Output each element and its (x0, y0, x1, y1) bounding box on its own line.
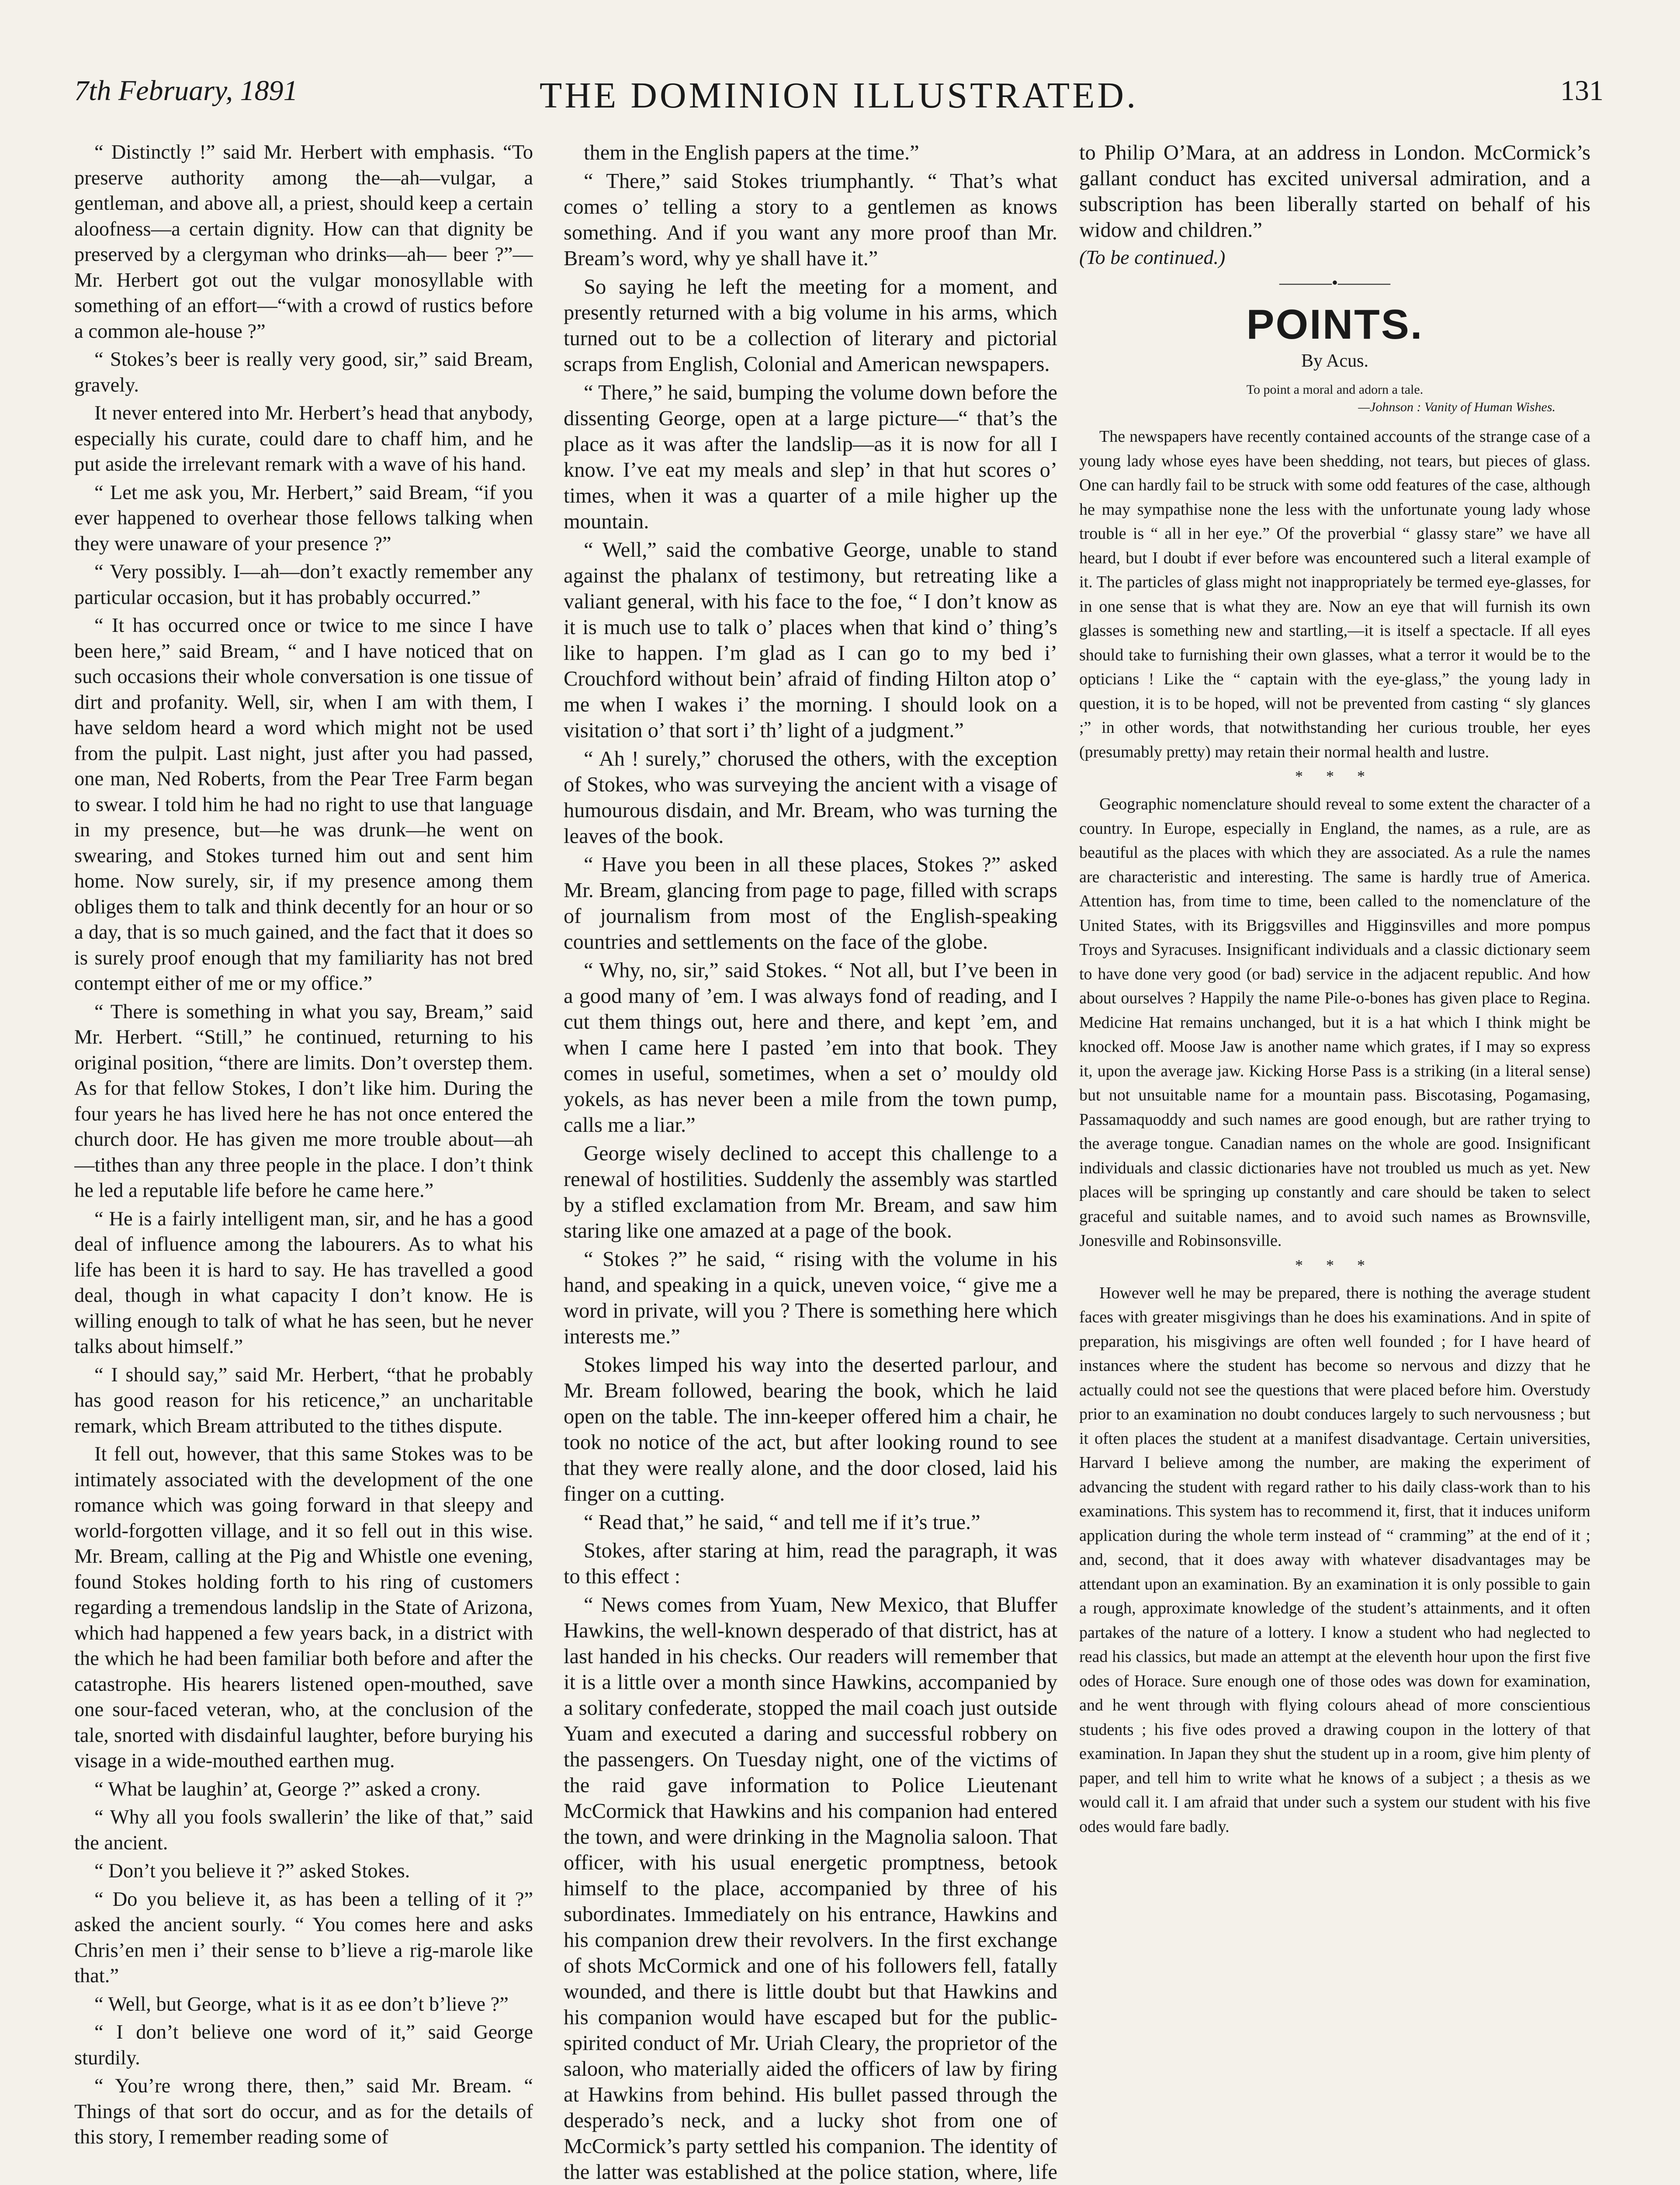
story-paragraph: “ It has occurred once or twice to me since I have been here,” said Bream, “ and I have noticed that on such occasions their whole conversation is one tissue of dirt and profanity. Well, sir, when I am with them, I have seldom heard a word which might not be used from the pulpit. Last night, just after you had passed, one man, Ned Roberts, from the Pear Tree Farm began to swear. I told him he had no right to use that language in my presence, but—he was drunk—he went on swearing, and Stokes turned him out and sent him home. Now surely, sir, if my presence among them obliges them to talk and think decently for an hour or so a day, that is so much gained, and the fact that it does so is surely proof enough that my familiarity has not bred contempt either of me or my office.” (74, 614, 533, 995)
masthead-title: THE DOMINION ILLUSTRATED. (539, 75, 1139, 116)
story-paragraph: “ Well,” said the combative George, unable to stand against the phalanx of testimony, but retreating like a valiant general, with his face to the foe, “ I don’t know as it is much use to talk o’ places when that kind o’ thing’s like to happen. I’m glad as I can go to my bed i’ Crouchford without bein’ afraid of finding Hilton atop o’ me when I wakes i’ the morning. I should look on a visitation o’ that sort i’ th’ light of a judgment.” (564, 538, 1057, 742)
story-paragraph: “ Distinctly !” said Mr. Herbert with emphasis. “To preserve authority among the—ah—vulgar, a gentleman, and above all, a priest, should keep a certain aloofness—a certain dignity. How can that dignity be preserved by a clergyman who drinks—ah— beer ?”—Mr. Herbert got out the vulgar monosyllable with something of an effort—“with a crowd of rustics before a common ale-house ?” (74, 141, 533, 343)
story-column-2 (564, 140, 1057, 2185)
story-paragraph: “ What be laughin’ at, George ?” asked a crony. (94, 1778, 481, 1800)
story-paragraph: George wisely declined to accept this challenge to a renewal of hostilities. Suddenly the assembly was startled by a stifled exclamation from Mr. Bream, and saw him staring like one amazed at a page of the book. (564, 1142, 1057, 1242)
story-paragraph: “ There is something in what you say, Bream,” said Mr. Herbert. “Still,” he continued, returning to his original position, “there are limits. Don’t overstep them. As for that fellow Stokes, I don’t like him. During the four years he has lived here he has not once entered the church door. He has given me more trouble about—ah—tithes than any three people in the place. I don’t think he led a reputable life before he came here.” (74, 1000, 533, 1202)
story-paragraph: “ He is a fairly intelligent man, sir, and he has a good deal of influence among the labourers. As to what his life has been it is hard to say. He has travelled a good deal, though in what capacity I don’t know. He is willing enough to talk of what he has seen, but he never talks about himself.” (74, 1207, 533, 1358)
story-paragraph: “ Stokes ?” he said, “ rising with the volume in his hand, and speaking in a quick, uneven voice, “ give me a word in private, will you ? There is something here which interests me.” (564, 1248, 1057, 1348)
story-paragraph: “ Why, no, sir,” said Stokes. “ Not all, but I’ve been in a good many of ’em. I was always fond of reading, and I cut them things out, here and there, and kept ’em, and when I came here I pasted ’em into that book. They comes in useful, sometimes, when a set o’ mouldy old yokels, as has never been a mile from the town pump, calls me a liar.” (564, 959, 1057, 1137)
section-divider: ———•——— (1279, 273, 1390, 292)
story-paragraph: “ I should say,” said Mr. Herbert, “that he probably has good reason for his reticence,” an uncharitable remark, which Bream attributed to the tithes dispute. (74, 1363, 533, 1437)
story-paragraph: “ News comes from Yuam, New Mexico, that Bluffer Hawkins, the well-known desperado of that district, has at last handed in his checks. Our readers will remember that it is a little over a month since Hawkins, accompanied by a solitary confederate, stopped the mail coach just outside Yuam and executed a daring and successful robbery on the passengers. On Tuesday night, one of the victims of the raid gave information to Police Lieutenant McCormick that Hawkins and his companion had entered the town, and were drinking in the Magnolia saloon. That officer, with his usual energetic promptness, betook himself to the place, accompanied by three of his subordinates. Immediately on his entrance, Hawkins and his companion drew their revolvers. In the first exchange of shots McCormick and one of his followers fell, fatally wounded, and there is little doubt but that Hawkins and his companion would have escaped but for the public-spirited conduct of Mr. Uriah Cleary, the proprietor of the saloon, who materially aided the officers of law by firing at Hawkins from behind. His bullet passed through the desperado’s neck, and a lucky shot from one of McCormick’s party settled his companion. The identity of the latter was established at the police station, where, life (564, 1593, 1057, 2184)
page-header (74, 66, 1604, 118)
story-paragraph: “ There,” he said, bumping the volume down before the dissenting George, open at a large picture—“ that’s the place as it was after the landslip—as it is now for all I know. I’ve eat my meals and slep’ in that hut scores o’ times, when it was a quarter of a mile higher up the mountain. (564, 381, 1057, 533)
story-paragraph: them in the English papers at the time.” (584, 141, 919, 164)
points-title: POINTS. (1246, 301, 1424, 348)
story-column-1 (74, 140, 533, 2185)
story-paragraph: “ Ah ! surely,” chorused the others, with the exception of Stokes, who was surveying the ancient with a visage of humourous disdain, and Mr. Bream, who was turning the leaves of the book. (564, 747, 1057, 848)
points-article (1079, 301, 1590, 1839)
story-paragraph: Stokes limped his way into the deserted parlour, and Mr. Bream followed, bearing the book, which he laid open on the table. The inn-keeper offered him a chair, he took no notice of the act, but after looking round to see that they were really alone, and the door closed, laid his finger on a cutting. (564, 1353, 1057, 1505)
story-paragraph: “ Well, but George, what is it as ee don’t b’lieve ?” (94, 1993, 509, 2015)
story-paragraph: “ Have you been in all these places, Stokes ?” asked Mr. Bream, glancing from page to page, filled with scraps of journalism from most of the English-speaking countries and settlements on the face of the globe. (564, 853, 1057, 954)
story-paragraph: It fell out, however, that this same Stokes was to be intimately associated with the development of the one romance which was going forward in that sleepy and world-forgotten village, and it so fell out in this wise. Mr. Bream, calling at the Pig and Whistle one evening, found Stokes holding forth to his ring of customers regarding a tremendous landslip in the State of Arizona, which had happened a few years back, in a district with the which he had been familiar both before and after the catastrophe. His hearers listened open-mouthed, save one sour-faced veteran, who, at the conclusion of the tale, snorted with disdainful laughter, before burying his visage in a wide-mouthed earthen mug. (74, 1443, 533, 1772)
story-paragraph: So saying he left the meeting for a moment, and presently returned with a big volume in his arms, which turned out to be a collection of literary and pictorial scraps from English, Colonial and American newspapers. (564, 275, 1057, 376)
page-number: 131 (1560, 75, 1604, 107)
story-paragraph: It never entered into Mr. Herbert’s head that anybody, especially his curate, could dare to chaff him, and he put aside the irrelevant remark with a wave of his hand. (74, 402, 533, 475)
epigraph: To point a moral and adorn a tale. (1246, 382, 1424, 397)
story-paragraph: Stokes, after staring at him, read the paragraph, it was to this effect : (564, 1539, 1057, 1588)
points-paragraph-3: However well he may be prepared, there is nothing the average student faces with greater misgivings than he does his examinations. And in spite of preparation, his misgivings are often well founded ; for I have heard of instances where the student has become so nervous and dizzy that he actually could not see the questions that were placed before him. Overstudy prior to an examination no doubt conduces largely to such nervousness ; but it often places the student at a manifest disadvantage. Certain universities, Harvard I believe among the number, are making the experiment of advancing the student with regard rather to his daily class-work than to his examinations. This system has to recommend it, first, that it induces uniform application during the whole term instead of “ cramming” at the end of it ; and, second, that it does away with whatever disadvantages may be attendant upon an examination. By an examination it is only possible to gain a rough, approximate knowledge of the student’s attainments, and it often partakes of the nature of a lottery. I know a student who had neglected to read his classics, but made an attempt at the eleventh hour upon the first five odes of Horace. Sure enough one of those odes was down for examination, and he went through with flying colours ahead of more conscientious students ; his five odes proved a drawing coupon in the lottery of that examination. In Japan they shut the student up in a room, give him plenty of paper, and tell him to write what he knows of a subject ; a thesis as we would call it. I am afraid that under such a system our student with his five odes would fare badly. (1079, 1283, 1590, 1836)
issue-date: 7th February, 1891 (74, 75, 298, 107)
epigraph-source: —Johnson : Vanity of Human Wishes. (1358, 400, 1555, 414)
story-paragraph: “ Why all you fools swallerin’ the like of that,” said the ancient. (74, 1806, 533, 1854)
story-paragraph: “ I don’t believe one word of it,” said George sturdily. (74, 2021, 533, 2069)
points-paragraph-1: The newspapers have recently contained accounts of the strange case of a young lady whose eyes have been shedding, not tears, but pieces of glass. One can hardly fail to be struck with some odd features of the case, although he may sympathise none the less with the unfortunate young lady whose trouble is “ all in her eye.” Of the proverbial “ glassy stare” we have all heard, but I doubt if ever before was encountered such a literal example of it. The particles of glass might not inappropriately be termed eye-glasses, for in one sense that is what they are. Now an eye that will furnish its own glasses is something new and startling,—it is itself a spectacle. If all eyes should take to furnishing their own glasses, what a terror it would be to the opticians ! Like the “ captain with the eye-glass,” the young lady in question, it is to be hoped, will not be prevented from casting “ sly glances ;” in other words, that notwithstanding her curious trouble, her eyes (presumably pretty) may retain their normal health and lustre. (1079, 427, 1590, 761)
story-paragraph: “ Stokes’s beer is really very good, sir,” said Bream, gravely. (74, 348, 533, 396)
to-be-continued: (To be continued.) (1079, 246, 1226, 268)
separator-stars: * * * (1295, 1256, 1375, 1274)
column-3 (1079, 140, 1590, 2185)
story-paragraph: “ You’re wrong there, then,” said Mr. Bream. “ Things of that sort do occur, and as for the details of this story, I remember reading some of (74, 2075, 533, 2148)
story-paragraph: to Philip O’Mara, at an address in London. McCormick’s gallant conduct has excited universal admiration, and a subscription has been liberally started on behalf of his widow and children.” (1079, 141, 1590, 242)
points-paragraph-2: Geographic nomenclature should reveal to some extent the character of a country. In Europe, especially in England, the names, as a rule, are as beautiful as the places with which they are associated. As a rule the names are characteristic and interesting. The same is hardly true of America. Attention has, from time to time, been called to the nomenclature of the United States, with its Briggsvilles and Higginsvilles and more pompus Troys and Syracuses. Insignificant individuals and a classic dictionary seem to have done very good (or bad) service in the adjacent republic. And how about ourselves ? Happily the name Pile-o-bones has given place to Regina. Medicine Hat remains unchanged, but it is a hat which I think might be knocked off. Moose Jaw is another name which grates, if I may so express it, upon the average jaw. Kicking Horse Pass is a striking (in a literal sense) but not unsuitable name for a mountain pass. Biscotasing, Pogamasing, Passamaquoddy and such names are good enough, but are rather trying to the average tongue. Canadian names on the whole are good. Insignificant individuals and classic dictionaries have not troubled us much as yet. New places will be springing up constantly and care should be taken to select graceful and suitable names, and to avoid such names as Brownsville, Jonesville and Robinsonsville. (1079, 795, 1590, 1250)
story-paragraph: “ Read that,” he said, “ and tell me if it’s true.” (584, 1511, 980, 1534)
story-paragraph: “ Do you believe it, as has been a telling of it ?” asked the ancient sourly. “ You comes here and asks Chris’en men i’ their sense to b’lieve a rig-marole like that.” (74, 1888, 533, 1987)
separator-stars: * * * (1295, 767, 1375, 785)
story-paragraph: “ There,” said Stokes triumphantly. “ That’s what comes o’ telling a story to a gentlemen as knows something. And if you want any more proof than Mr. Bream’s word, why ye shall have it.” (564, 170, 1057, 270)
story-paragraph: “ Let me ask you, Mr. Herbert,” said Bream, “if you ever happened to overhear those fellows talking when they were unaware of your presence ?” (74, 481, 533, 555)
story-paragraph: “ Don’t you believe it ?” asked Stokes. (94, 1860, 410, 1882)
byline: By Acus. (1301, 351, 1368, 371)
story-paragraph: “ Very possibly. I—ah—don’t exactly remember any particular occasion, but it has probably occurred.” (74, 561, 533, 609)
